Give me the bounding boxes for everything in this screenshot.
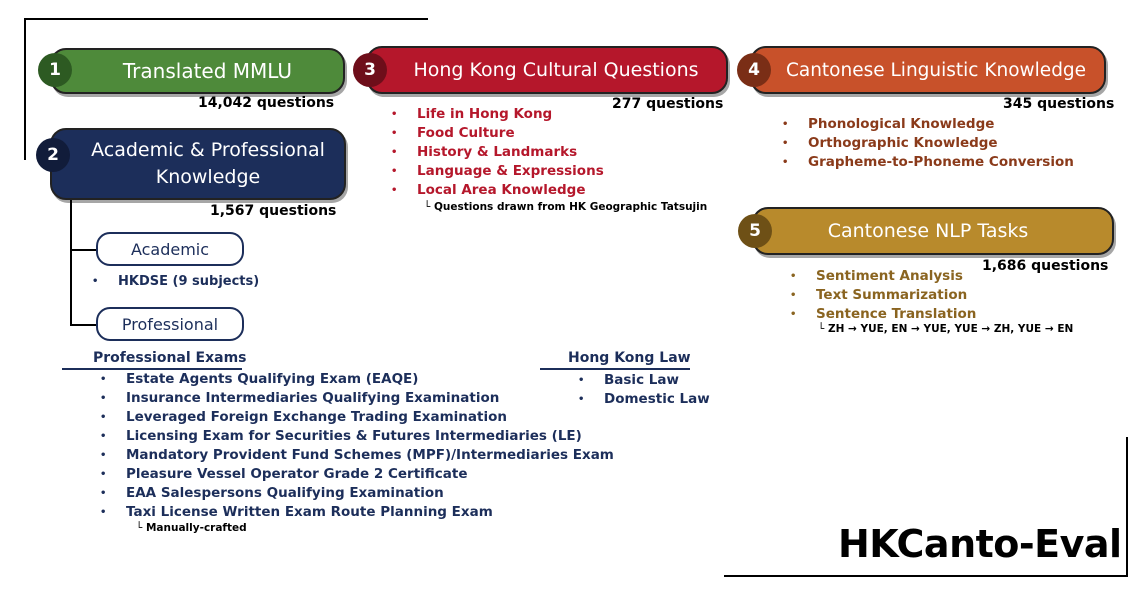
tree-connector-vertical — [70, 200, 72, 326]
academic-list — [84, 272, 259, 291]
hong-kong-law-header: Hong Kong Law — [568, 350, 691, 366]
frame-bottom-line — [724, 575, 1128, 577]
list-item: • Basic Law — [570, 371, 710, 390]
section-3-number: 3 — [353, 53, 387, 87]
list-item: • History & Landmarks — [383, 143, 604, 162]
professional-exams-header: Professional Exams — [93, 350, 247, 366]
professional-box — [96, 307, 244, 341]
list-item: • HKDSE (9 subjects) — [84, 272, 259, 291]
section-1-number: 1 — [38, 53, 72, 87]
list-item: • Sentiment Analysis — [782, 267, 976, 286]
section-5-count: 1,686 questions — [982, 258, 1109, 274]
list-item: • EAA Salespersons Qualifying Examination — [92, 484, 614, 503]
section-5-number: 5 — [738, 214, 772, 248]
list-item: • Grapheme-to-Phoneme Conversion — [774, 153, 1074, 172]
section-4-box — [750, 46, 1106, 94]
section-3-list — [383, 105, 604, 200]
section-5-list — [782, 267, 976, 324]
tree-connector-academic — [70, 249, 96, 251]
list-item: • Food Culture — [383, 124, 604, 143]
tree-connector-professional — [70, 324, 96, 326]
professional-exams-note: └ Manually-crafted — [136, 522, 247, 534]
list-item: • Sentence Translation — [782, 305, 976, 324]
list-item: • Life in Hong Kong — [383, 105, 604, 124]
frame-right-line — [1126, 437, 1128, 577]
frame-top-line — [24, 18, 428, 20]
section-4-number: 4 — [737, 53, 771, 87]
section-2-box — [50, 128, 346, 200]
section-5-box — [752, 207, 1114, 255]
section-3-note: └ Questions drawn from HK Geographic Tatsujin — [424, 201, 708, 213]
section-4-count: 345 questions — [1003, 96, 1115, 112]
section-3-label: Hong Kong Cultural Questions — [413, 59, 699, 81]
section-2-label-line2: Knowledge — [155, 166, 261, 188]
section-1-label: Translated MMLU — [122, 59, 293, 83]
academic-label: Academic — [130, 239, 210, 259]
frame-left-line — [24, 18, 26, 160]
section-2-label-line1: Academic & Professional — [91, 139, 325, 161]
list-item: • Text Summarization — [782, 286, 976, 305]
section-3-count: 277 questions — [612, 96, 724, 112]
page-title: HKCanto-Eval — [838, 522, 1122, 566]
hong-kong-law-underline — [540, 368, 690, 370]
professional-label: Professional — [121, 314, 219, 334]
list-item: • Licensing Exam for Securities & Futures Intermediaries (LE) — [92, 427, 614, 446]
section-1-count: 14,042 questions — [198, 95, 335, 111]
professional-exams-list — [92, 370, 614, 522]
section-5-note: └ ZH → YUE, EN → YUE, YUE → ZH, YUE → EN — [818, 323, 1074, 335]
academic-box — [96, 232, 244, 266]
section-4-list — [774, 115, 1074, 172]
list-item: • Estate Agents Qualifying Exam (EAQE) — [92, 370, 614, 389]
hong-kong-law-list — [570, 371, 710, 409]
list-item: • Pleasure Vessel Operator Grade 2 Certificate — [92, 465, 614, 484]
list-item: • Local Area Knowledge — [383, 181, 604, 200]
section-2-count: 1,567 questions — [210, 203, 337, 219]
section-2-number: 2 — [36, 138, 70, 172]
section-4-label: Cantonese Linguistic Knowledge — [785, 59, 1087, 81]
list-item: • Leveraged Foreign Exchange Trading Examination — [92, 408, 614, 427]
section-5-label: Cantonese NLP Tasks — [827, 220, 1029, 242]
list-item: • Language & Expressions — [383, 162, 604, 181]
section-3-box — [366, 46, 728, 94]
list-item: • Insurance Intermediaries Qualifying Examination — [92, 389, 614, 408]
list-item: • Taxi License Written Exam Route Planning Exam — [92, 503, 614, 522]
section-1-box — [50, 48, 345, 94]
list-item: • Mandatory Provident Fund Schemes (MPF)/Intermediaries Exam — [92, 446, 614, 465]
list-item: • Phonological Knowledge — [774, 115, 1074, 134]
list-item: • Orthographic Knowledge — [774, 134, 1074, 153]
list-item: • Domestic Law — [570, 390, 710, 409]
